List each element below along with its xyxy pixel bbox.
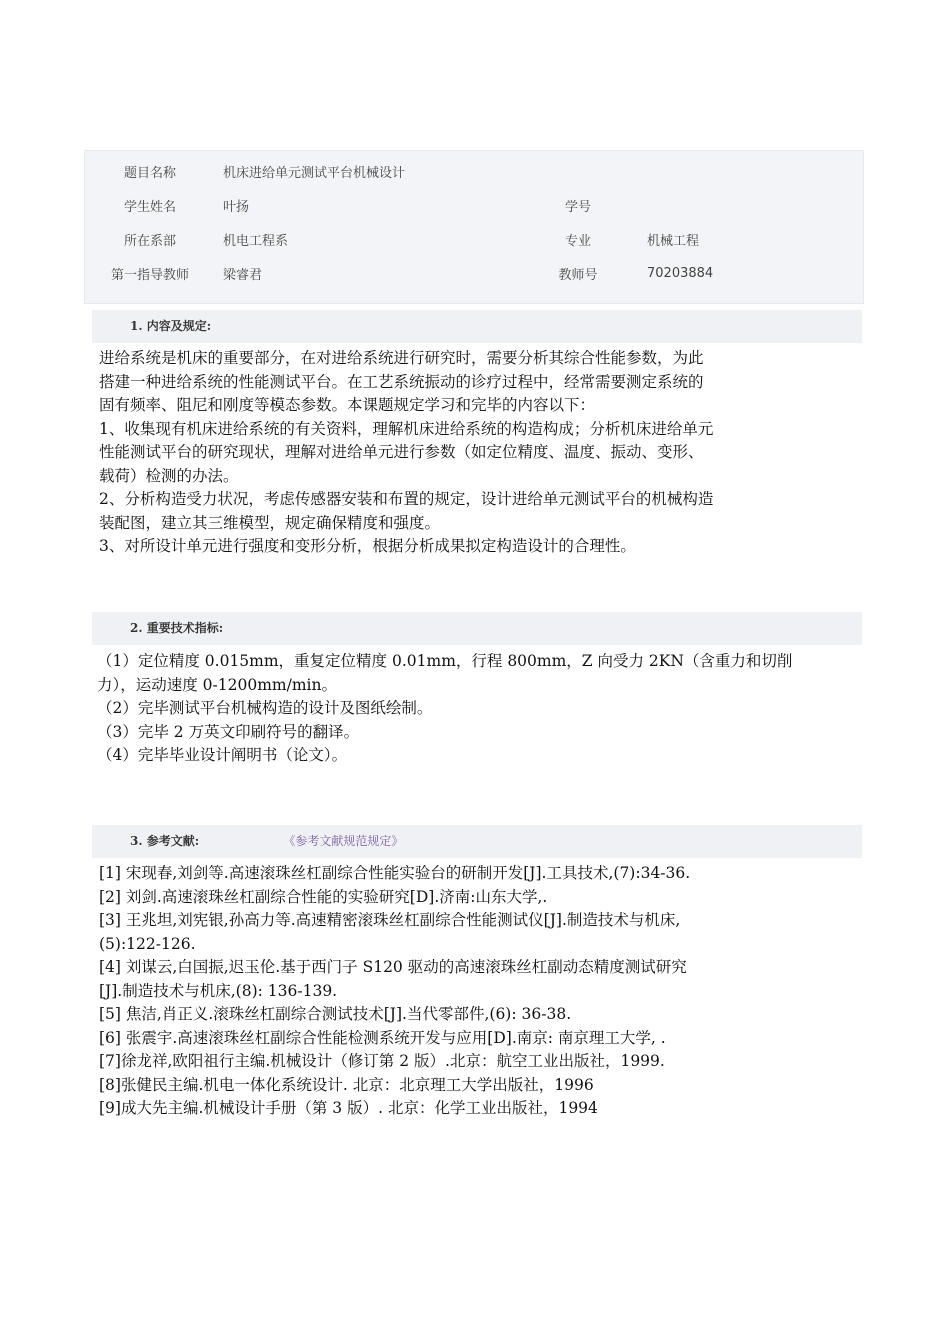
section1-line: 3、对所设计单元进行强度和变形分析，根据分析成果拟定构造设计的合理性。 [99, 537, 636, 555]
section3-heading-text: 3. 参考文献: [130, 834, 200, 848]
section1-line: 装配图，建立其三维模型，规定确保精度和强度。 [99, 513, 441, 532]
student-value: 叶扬 [223, 199, 250, 215]
section2-line: （3）完毕 2 万英文印刷符号的翻译。 [97, 722, 360, 741]
teacher-no-label: 教师号 [558, 267, 598, 283]
section2-line: （4）完毕毕业设计阐明书（论文）。 [97, 746, 348, 764]
info-row-title [85, 154, 863, 188]
section1-line: 搭建一种进给系统的性能测试平台。在工艺系统振动的诊疗过程中，经常需要测定系统的 [99, 372, 704, 391]
info-row-dept [85, 222, 863, 256]
section1-heading-text: 1. 内容及规定: [130, 319, 212, 333]
title-value: 机床进给单元测试平台机械设计 [223, 165, 406, 181]
major-value: 机械工程 [647, 233, 700, 249]
student-id-value [633, 188, 863, 222]
reference-item: [2] 刘剑.高速滚珠丝杠副综合性能的实验研究[D].济南:山东大学,. [99, 887, 548, 906]
reference-item: [8]张健民主编.机电一体化系统设计. 北京：北京理工大学出版社，1996 [99, 1075, 594, 1094]
section2-heading [92, 612, 862, 645]
reference-item: [6] 张震宇.高速滚珠丝杠副综合性能检测系统开发与应用[D].南京: 南京理工大学, . [99, 1028, 666, 1047]
advisor-value: 梁睿君 [223, 267, 263, 283]
reference-item: (5):122-126. [99, 934, 196, 953]
reference-item: [7]徐龙祥,欧阳祖行主编.机械设计（修订第 2 版）.北京：航空工业出版社，1999. [99, 1052, 665, 1070]
reference-rules-link[interactable]: 《参考文献规范规定》 [283, 834, 404, 848]
student-label: 学生姓名 [123, 199, 176, 215]
section1-line: 性能测试平台的研究现状，理解对进给单元进行参数（如定位精度、温度、振动、变形、 [99, 443, 704, 461]
section2-line: （1）定位精度 0.015mm，重复定位精度 0.01mm，行程 800mm，Z 向受力 2KN（含重力和切削 [97, 652, 793, 670]
section1-body [99, 347, 859, 559]
reference-item: [1] 宋现春,刘剑等.高速滚珠丝杠副综合性能实验台的研制开发[J].工具技术,(7):34-36. [99, 864, 691, 882]
reference-item: [5] 焦洁,肖正义.滚珠丝杠副综合测试技术[J].当代零部件,(6): 36-38. [99, 1005, 572, 1023]
info-row-student [85, 188, 863, 222]
section2-heading-text: 2. 重要技术指标: [130, 621, 224, 635]
student-id-label: 学号 [564, 199, 591, 215]
section1-line: 固有频率、阻尼和刚度等模态参数。本课题规定学习和完毕的内容以下： [99, 396, 596, 414]
section1-line: 2、分析构造受力状况，考虑传感器安装和布置的规定，设计进给单元测试平台的机械构造 [99, 490, 714, 508]
section2-line: （2）完毕测试平台机械构造的设计及图纸绘制。 [97, 699, 433, 717]
section1-line: 1、收集现有机床进给系统的有关资料，理解机床进给系统的构造构成；分析机床进给单元 [99, 419, 714, 438]
title-label: 题目名称 [123, 165, 176, 181]
dept-label: 所在系部 [123, 233, 176, 249]
section2-line: 力），运动速度 0-1200mm/min。 [97, 675, 337, 694]
teacher-no-value: 70203884 [647, 265, 714, 281]
reference-item: [J].制造技术与机床,(8): 136-139. [99, 981, 338, 1000]
reference-item: [3] 王兆坦,刘宪银,孙高力等.高速精密滚珠丝杠副综合性能测试仪[J].制造技术与机床, [99, 911, 681, 929]
reference-list [99, 862, 859, 1121]
project-info-table [84, 150, 864, 304]
section1-heading [92, 310, 862, 343]
advisor-label: 第一指导教师 [110, 267, 189, 283]
reference-item: [9]成大先主编.机械设计手册（第 3 版）. 北京：化学工业出版社，1994 [99, 1099, 598, 1117]
section3-heading [92, 825, 862, 858]
major-label: 专业 [564, 233, 591, 249]
section1-line: 载荷）检测的办法。 [99, 466, 239, 485]
section1-line: 进给系统是机床的重要部分，在对进给系统进行研究时，需要分析其综合性能参数，为此 [99, 349, 704, 367]
dept-value: 机电工程系 [223, 233, 289, 249]
section2-body [97, 650, 857, 768]
info-row-advisor [85, 256, 863, 290]
reference-item: [4] 刘谋云,白国振,迟玉伦.基于西门子 S120 驱动的高速滚珠丝杠副动态精度测试研究 [99, 958, 687, 976]
